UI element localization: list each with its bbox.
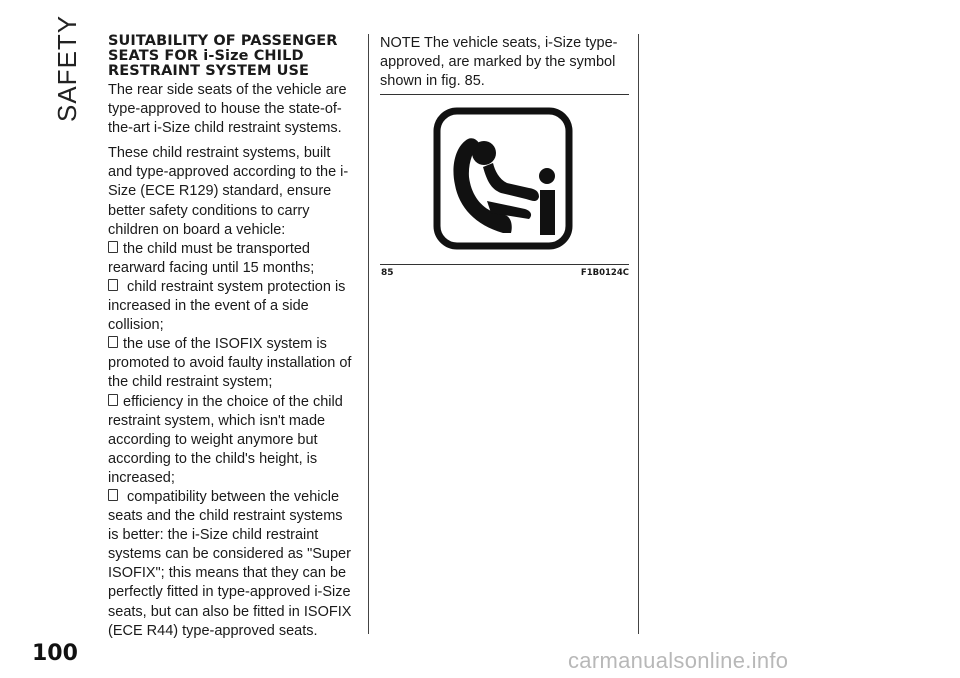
bullet-box-icon bbox=[108, 336, 118, 348]
figure-bottom-rule bbox=[380, 264, 629, 265]
main-text-column bbox=[108, 34, 356, 641]
bullet-box-icon bbox=[108, 241, 118, 253]
column-divider bbox=[638, 34, 639, 634]
bullet-box-icon bbox=[108, 279, 118, 291]
bullet-box-icon bbox=[108, 489, 118, 501]
note-column bbox=[380, 34, 630, 97]
bullet-item: efficiency in the choice of the child restraint system, which isn't made according to weight anymore but according to the child's height, is increased; bbox=[108, 393, 343, 486]
figure-number: 85 bbox=[381, 268, 394, 278]
section-heading bbox=[108, 34, 356, 79]
note-text: NOTE The vehicle seats, i-Size type-approved, are marked by the symbol shown in fig. 85. bbox=[380, 35, 618, 90]
section-label: SAFETY bbox=[52, 14, 82, 122]
bullet-item: the child must be transported rearward facing until 15 months; bbox=[108, 240, 315, 276]
bullet-item: compatibility between the vehicle seats and the child restraint systems is better: the i-Size child restraint systems can be considered as "Super ISOFIX"; this means that they can be perfectly fitted in type-approved i-Size seats, but can also be fitted in ISOFIX (ECE R44) type-approved seats. bbox=[108, 488, 352, 639]
paragraph-1: The rear side seats of the vehicle are type-approved to house the state-of-the-art i-Size child restraint systems. bbox=[108, 82, 347, 137]
bullet-item: the use of the ISOFIX system is promoted to avoid faulty installation of the child restraint system; bbox=[108, 336, 352, 391]
page-number: 100 bbox=[32, 641, 78, 666]
i-size-child-seat-icon bbox=[431, 105, 575, 252]
heading-line: SUITABILITY OF PASSENGER SEATS FOR i-Size CHILD RESTRAINT SYSTEM USE bbox=[108, 33, 338, 79]
bullet-item: child restraint system protection is increased in the event of a side collision; bbox=[108, 278, 346, 334]
bullet-box-icon bbox=[108, 394, 118, 406]
figure-code: F1B0124C bbox=[580, 268, 629, 278]
watermark: carmanualsonline.info bbox=[568, 648, 789, 673]
column-divider bbox=[368, 34, 369, 634]
figure-top-rule bbox=[380, 94, 629, 95]
paragraph-2: These child restraint systems, built and type-approved according to the i-Size (ECE R129) standard, ensure better safety conditions to carry children on board a vehicle: bbox=[108, 145, 349, 238]
